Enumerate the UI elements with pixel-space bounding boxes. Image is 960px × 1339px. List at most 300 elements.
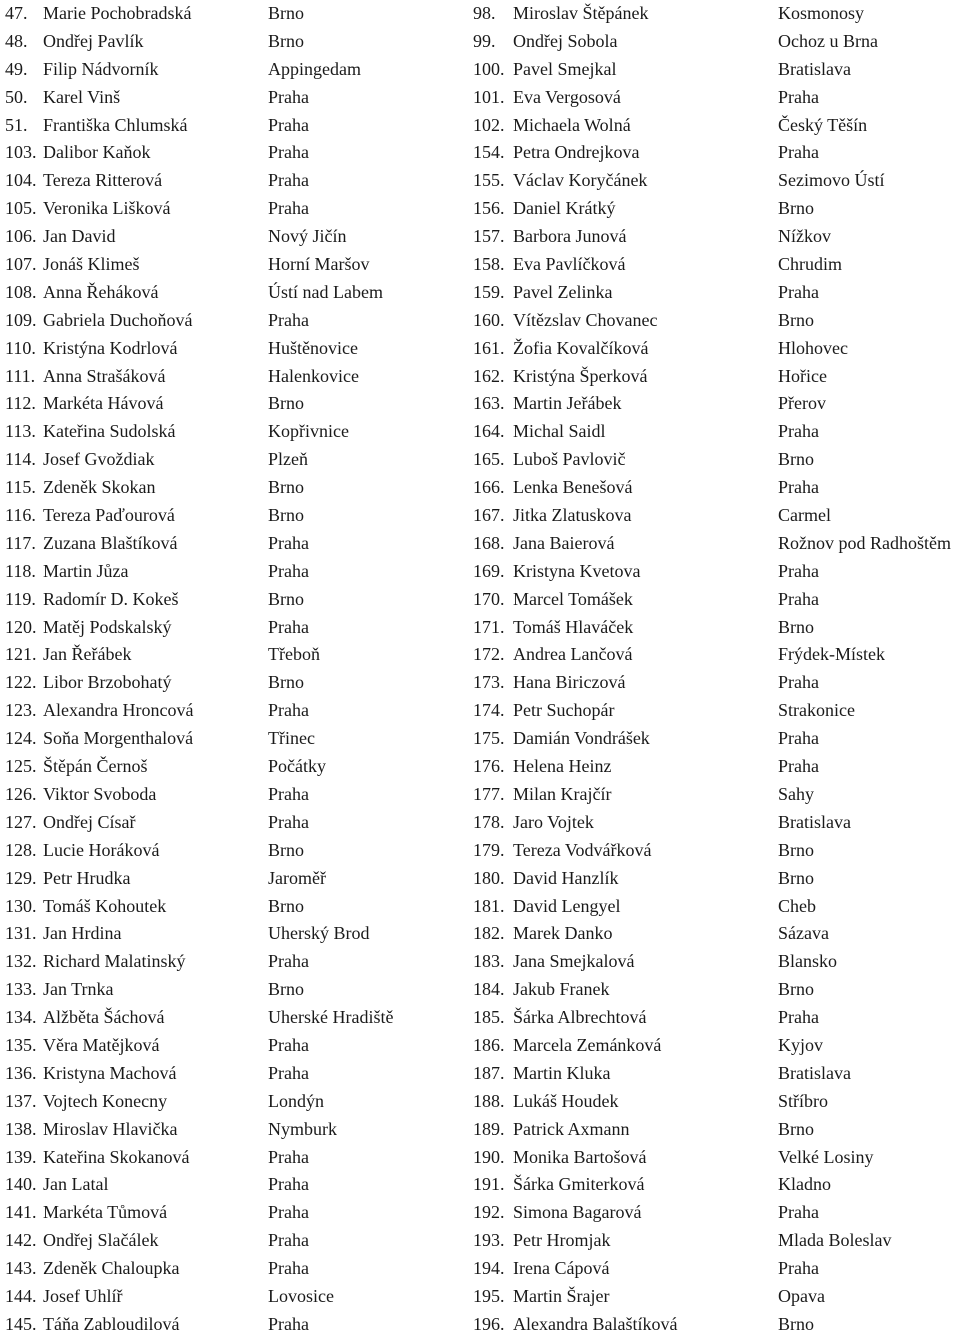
entry-city: Chrudim xyxy=(778,254,843,275)
entry-city: Velké Losiny xyxy=(778,1146,874,1167)
entry-city: Praha xyxy=(268,532,309,553)
list-item xyxy=(470,139,960,167)
entry-name: Milan Krajčír xyxy=(513,783,612,804)
entry-city: Opava xyxy=(778,1285,825,1306)
entry-city: Brno xyxy=(268,979,304,1000)
entry-name: Alžběta Šáchová xyxy=(43,1007,165,1028)
entry-city: Praha xyxy=(268,1313,309,1334)
entry-name: Jan David xyxy=(43,226,116,247)
entry-city: Třinec xyxy=(268,728,315,749)
list-item xyxy=(0,139,470,167)
entry-city: Praha xyxy=(268,1062,309,1083)
list-item xyxy=(470,1088,960,1116)
entry-number: 177. xyxy=(473,783,505,804)
entry-number: 182. xyxy=(473,923,505,944)
list-item xyxy=(470,418,960,446)
entry-number: 161. xyxy=(473,337,505,358)
entry-city: Brno xyxy=(268,672,304,693)
entry-number: 119. xyxy=(5,588,36,609)
list-item xyxy=(470,586,960,614)
entry-name: Petra Ondrejkova xyxy=(513,142,640,163)
entry-name: Karel Vinš xyxy=(43,86,121,107)
list-item xyxy=(0,195,470,223)
entry-number: 190. xyxy=(473,1146,505,1167)
entry-name: Veronika Lišková xyxy=(43,198,171,219)
entry-number: 109. xyxy=(5,309,37,330)
list-item xyxy=(0,558,470,586)
entry-city: Strakonice xyxy=(778,700,855,721)
entry-city: Praha xyxy=(268,198,309,219)
entry-city: Uherské Hradiště xyxy=(268,1007,394,1028)
list-item xyxy=(0,641,470,669)
entry-city: Rožnov pod Radhoštěm xyxy=(778,532,951,553)
list-item xyxy=(0,837,470,865)
list-item xyxy=(470,893,960,921)
entry-city: Ochoz u Brna xyxy=(778,30,878,51)
list-item xyxy=(0,56,470,84)
entry-number: 138. xyxy=(5,1118,37,1139)
entry-number: 156. xyxy=(473,198,505,219)
entry-name: Josef Gvoždiak xyxy=(43,449,155,470)
entry-name: Kristýna Kodrlová xyxy=(43,337,178,358)
entry-city: Brno xyxy=(778,616,814,637)
entry-name: Monika Bartošová xyxy=(513,1146,647,1167)
list-item xyxy=(470,56,960,84)
entry-city: Počátky xyxy=(268,756,326,777)
entry-number: 112. xyxy=(5,393,36,414)
entry-city: Praha xyxy=(778,1202,819,1223)
entry-name: Hana Biriczová xyxy=(513,672,626,693)
entry-number: 113. xyxy=(5,421,36,442)
entry-name: Jan Latal xyxy=(43,1174,109,1195)
entry-name: Františka Chlumská xyxy=(43,114,188,135)
entry-name: Viktor Svoboda xyxy=(43,783,157,804)
entry-city: Třeboň xyxy=(268,644,320,665)
entry-name: Marek Danko xyxy=(513,923,613,944)
entry-city: Hlohovec xyxy=(778,337,848,358)
entry-name: David Lengyel xyxy=(513,895,621,916)
entry-city: Praha xyxy=(778,756,819,777)
list-item xyxy=(0,502,470,530)
entry-name: Anna Řeháková xyxy=(43,281,159,302)
entry-number: 164. xyxy=(473,421,505,442)
entry-name: Zuzana Blaštíková xyxy=(43,532,178,553)
entry-number: 124. xyxy=(5,728,37,749)
entry-city: Blansko xyxy=(778,951,838,972)
entry-city: Kladno xyxy=(778,1174,831,1195)
entry-city: Kopřivnice xyxy=(268,421,349,442)
entry-number: 121. xyxy=(5,644,37,665)
entry-number: 175. xyxy=(473,728,505,749)
list-item xyxy=(470,0,960,28)
entry-number: 107. xyxy=(5,254,37,275)
list-item xyxy=(0,84,470,112)
entry-city: Brno xyxy=(778,449,814,470)
entry-number: 166. xyxy=(473,477,505,498)
list-item xyxy=(470,614,960,642)
list-item xyxy=(470,1255,960,1283)
entry-city: Praha xyxy=(268,170,309,191)
entry-number: 171. xyxy=(473,616,505,637)
entry-city: Ústí nad Labem xyxy=(268,281,383,302)
entry-city: Praha xyxy=(268,1146,309,1167)
entry-name: Irena Cápová xyxy=(513,1258,610,1279)
list-item xyxy=(0,474,470,502)
entry-name: Alexandra Balaštíková xyxy=(513,1313,678,1334)
entry-city: Brno xyxy=(268,477,304,498)
entry-number: 130. xyxy=(5,895,37,916)
list-item xyxy=(470,1144,960,1172)
entry-city: Brno xyxy=(778,1118,814,1139)
entry-name: Daniel Krátký xyxy=(513,198,616,219)
entry-name: Vítězslav Chovanec xyxy=(513,309,658,330)
entry-city: Praha xyxy=(268,951,309,972)
entry-city: Uherský Brod xyxy=(268,923,370,944)
list-item xyxy=(0,697,470,725)
entry-city: Cheb xyxy=(778,895,816,916)
entry-number: 102. xyxy=(473,114,505,135)
entry-city: Praha xyxy=(268,1174,309,1195)
list-item xyxy=(470,725,960,753)
entry-city: Brno xyxy=(268,393,304,414)
entry-city: Sahy xyxy=(778,783,814,804)
list-item xyxy=(470,1227,960,1255)
list-item xyxy=(0,446,470,474)
list-item xyxy=(470,1116,960,1144)
entry-name: Ondřej Slačálek xyxy=(43,1230,159,1251)
entry-number: 137. xyxy=(5,1090,37,1111)
entry-city: Brno xyxy=(778,839,814,860)
entry-name: Šárka Gmiterková xyxy=(513,1174,645,1195)
entry-name: Lucie Horáková xyxy=(43,839,160,860)
entry-number: 145. xyxy=(5,1313,37,1334)
list-item xyxy=(0,1171,470,1199)
entry-name: Martin Jeřábek xyxy=(513,393,622,414)
entry-name: Zdeněk Skokan xyxy=(43,477,156,498)
list-item xyxy=(0,28,470,56)
entry-number: 126. xyxy=(5,783,37,804)
entry-city: Stříbro xyxy=(778,1090,829,1111)
entry-name: Luboš Pavlovič xyxy=(513,449,626,470)
entry-name: Petr Hromjak xyxy=(513,1230,611,1251)
entry-city: Brno xyxy=(268,30,304,51)
entry-number: 165. xyxy=(473,449,505,470)
entry-number: 117. xyxy=(5,532,36,553)
entry-name: Jan Trnka xyxy=(43,979,114,1000)
entry-name: Marcela Zemánková xyxy=(513,1034,662,1055)
entry-name: Martin Kluka xyxy=(513,1062,611,1083)
list-item xyxy=(470,167,960,195)
entry-name: Kateřina Sudolská xyxy=(43,421,176,442)
entry-number: 104. xyxy=(5,170,37,191)
entry-city: Bratislava xyxy=(778,1062,851,1083)
entry-number: 188. xyxy=(473,1090,505,1111)
entry-name: Josef Uhlíř xyxy=(43,1285,123,1306)
entry-number: 98. xyxy=(473,3,496,23)
list-item xyxy=(0,893,470,921)
entry-number: 136. xyxy=(5,1062,37,1083)
entry-city: Praha xyxy=(268,1230,309,1251)
list-item xyxy=(0,1227,470,1255)
entry-city: Nový Jičín xyxy=(268,226,347,247)
list-item xyxy=(470,446,960,474)
entry-city: Bratislava xyxy=(778,58,851,79)
entry-name: Damián Vondrášek xyxy=(513,728,650,749)
entry-number: 180. xyxy=(473,867,505,888)
entry-city: Plzeň xyxy=(268,449,308,470)
entry-number: 100. xyxy=(473,58,505,79)
entry-name: Kristyna Kvetova xyxy=(513,560,641,581)
entry-number: 140. xyxy=(5,1174,37,1195)
list-item xyxy=(0,753,470,781)
list-item xyxy=(470,948,960,976)
list-item xyxy=(470,474,960,502)
list-item xyxy=(0,390,470,418)
entry-number: 142. xyxy=(5,1230,37,1251)
list-item xyxy=(470,251,960,279)
entry-name: Jaro Vojtek xyxy=(513,811,594,832)
list-item xyxy=(0,307,470,335)
entry-city: Praha xyxy=(268,86,309,107)
entry-city: Huštěnovice xyxy=(268,337,358,358)
entry-name: Tomáš Kohoutek xyxy=(43,895,167,916)
entry-number: 185. xyxy=(473,1007,505,1028)
entry-city: Praha xyxy=(268,616,309,637)
entry-city: Český Těšín xyxy=(778,114,868,135)
entry-name: Jan Hrdina xyxy=(43,923,122,944)
entry-city: Londýn xyxy=(268,1090,324,1111)
list-item xyxy=(470,641,960,669)
entry-city: Brno xyxy=(778,867,814,888)
entry-name: Kateřina Skokanová xyxy=(43,1146,190,1167)
entry-name: Radomír D. Kokeš xyxy=(43,588,179,609)
list-item xyxy=(0,363,470,391)
entry-number: 158. xyxy=(473,254,505,275)
entry-name: Dalibor Kaňok xyxy=(43,142,151,163)
entry-name: Tereza Vodvářková xyxy=(513,839,652,860)
entry-name: Jakub Franek xyxy=(513,979,610,1000)
entry-name: Eva Pavlíčková xyxy=(513,254,626,275)
list-item xyxy=(470,1032,960,1060)
list-item xyxy=(0,669,470,697)
entry-number: 114. xyxy=(5,449,36,470)
entry-city: Brno xyxy=(268,3,304,23)
entry-city: Halenkovice xyxy=(268,365,359,386)
entry-city: Nížkov xyxy=(778,226,831,247)
list-item xyxy=(0,809,470,837)
entry-city: Brno xyxy=(778,1313,814,1334)
list-item xyxy=(470,84,960,112)
entry-name: Jitka Zlatuskova xyxy=(513,505,632,526)
list-item xyxy=(0,781,470,809)
entry-number: 116. xyxy=(5,505,36,526)
entry-name: Zdeněk Chaloupka xyxy=(43,1258,180,1279)
entry-name: Jonáš Klimeš xyxy=(43,254,140,275)
entry-name: Matěj Podskalský xyxy=(43,616,172,637)
entry-number: 163. xyxy=(473,393,505,414)
entry-city: Brno xyxy=(268,839,304,860)
entry-name: David Hanzlík xyxy=(513,867,619,888)
list-item xyxy=(470,781,960,809)
list-item xyxy=(0,1255,470,1283)
entry-city: Brno xyxy=(268,505,304,526)
list-item xyxy=(470,669,960,697)
entry-number: 168. xyxy=(473,532,505,553)
list-item xyxy=(0,530,470,558)
list-item xyxy=(0,614,470,642)
entry-number: 51. xyxy=(5,114,28,135)
list-item xyxy=(0,279,470,307)
list-item xyxy=(0,586,470,614)
entry-city: Lovosice xyxy=(268,1285,334,1306)
entry-number: 144. xyxy=(5,1285,37,1306)
entry-name: Jan Řeřábek xyxy=(43,644,132,665)
entry-city: Kyjov xyxy=(778,1034,823,1055)
entry-number: 179. xyxy=(473,839,505,860)
entry-name: Markéta Hávová xyxy=(43,393,164,414)
entry-name: Tereza Paďourová xyxy=(43,505,175,526)
entry-city: Praha xyxy=(778,142,819,163)
entry-number: 189. xyxy=(473,1118,505,1139)
list-item xyxy=(470,697,960,725)
list-item xyxy=(470,335,960,363)
entry-name: Štěpán Černoš xyxy=(43,756,148,777)
list-item xyxy=(470,307,960,335)
entry-city: Praha xyxy=(778,560,819,581)
entry-number: 133. xyxy=(5,979,37,1000)
entry-number: 176. xyxy=(473,756,505,777)
entry-name: Miroslav Štěpánek xyxy=(513,3,649,23)
entry-city: Praha xyxy=(268,1258,309,1279)
entry-name: Tereza Ritterová xyxy=(43,170,163,191)
entry-city: Frýdek-Místek xyxy=(778,644,885,665)
entry-name: Kristyna Machová xyxy=(43,1062,177,1083)
list-item xyxy=(470,1004,960,1032)
list-item xyxy=(0,920,470,948)
entry-number: 194. xyxy=(473,1258,505,1279)
entry-number: 159. xyxy=(473,281,505,302)
entry-name: Gabriela Duchoňová xyxy=(43,309,193,330)
entry-number: 129. xyxy=(5,867,37,888)
entry-city: Praha xyxy=(778,672,819,693)
entry-number: 120. xyxy=(5,616,37,637)
list-item xyxy=(0,418,470,446)
entry-name: Lenka Benešová xyxy=(513,477,633,498)
entry-city: Praha xyxy=(268,700,309,721)
list-item xyxy=(0,948,470,976)
list-item xyxy=(0,112,470,140)
list-item xyxy=(0,251,470,279)
entry-name: Michal Saidl xyxy=(513,421,606,442)
entry-city: Brno xyxy=(778,979,814,1000)
entry-name: Helena Heinz xyxy=(513,756,612,777)
list-item xyxy=(470,195,960,223)
entry-number: 154. xyxy=(473,142,505,163)
entry-name: Patrick Axmann xyxy=(513,1118,630,1139)
entry-name: Simona Bagarová xyxy=(513,1202,642,1223)
entry-name: Šárka Albrechtová xyxy=(513,1007,647,1028)
list-item xyxy=(470,920,960,948)
entry-number: 141. xyxy=(5,1202,37,1223)
list-item xyxy=(470,976,960,1004)
entry-number: 170. xyxy=(473,588,505,609)
entry-number: 181. xyxy=(473,895,505,916)
entry-name: Ondřej Sobola xyxy=(513,30,618,51)
entry-city: Jaroměř xyxy=(268,867,326,888)
entry-city: Praha xyxy=(268,811,309,832)
list-item xyxy=(0,865,470,893)
list-item xyxy=(470,558,960,586)
entry-number: 196. xyxy=(473,1313,505,1334)
entry-number: 172. xyxy=(473,644,505,665)
list-item xyxy=(470,279,960,307)
entry-number: 187. xyxy=(473,1062,505,1083)
entry-name: Tomáš Hlaváček xyxy=(513,616,634,637)
entry-number: 162. xyxy=(473,365,505,386)
entry-name: Markéta Tůmová xyxy=(43,1202,168,1223)
entry-number: 134. xyxy=(5,1007,37,1028)
entry-number: 155. xyxy=(473,170,505,191)
entry-number: 127. xyxy=(5,811,37,832)
list-item xyxy=(0,725,470,753)
entry-city: Praha xyxy=(268,1202,309,1223)
entry-name: Michaela Wolná xyxy=(513,114,631,135)
entry-name: Barbora Junová xyxy=(513,226,627,247)
list-item xyxy=(470,223,960,251)
entry-city: Přerov xyxy=(778,393,826,414)
entry-name: Václav Koryčánek xyxy=(513,170,648,191)
entry-city: Praha xyxy=(778,477,819,498)
entry-number: 115. xyxy=(5,477,36,498)
entry-number: 157. xyxy=(473,226,505,247)
entry-number: 47. xyxy=(5,3,28,23)
entry-number: 106. xyxy=(5,226,37,247)
entry-name: Petr Hrudka xyxy=(43,867,131,888)
entry-name: Pavel Smejkal xyxy=(513,58,617,79)
entry-city: Appingedam xyxy=(268,58,361,79)
entry-name: Libor Brzobohatý xyxy=(43,672,172,693)
entry-number: 174. xyxy=(473,700,505,721)
entry-name: Pavel Zelinka xyxy=(513,281,613,302)
list-item xyxy=(0,0,470,28)
list-item xyxy=(0,1144,470,1172)
entry-number: 184. xyxy=(473,979,505,1000)
entry-name: Ondřej Pavlík xyxy=(43,30,144,51)
entry-city: Praha xyxy=(268,142,309,163)
entry-name: Richard Malatinský xyxy=(43,951,186,972)
list-item xyxy=(0,1311,470,1339)
entry-number: 128. xyxy=(5,839,37,860)
entry-number: 173. xyxy=(473,672,505,693)
entry-number: 101. xyxy=(473,86,505,107)
entry-number: 183. xyxy=(473,951,505,972)
entry-name: Kristýna Šperková xyxy=(513,365,648,386)
entry-city: Brno xyxy=(268,895,304,916)
entry-city: Praha xyxy=(268,783,309,804)
entry-number: 143. xyxy=(5,1258,37,1279)
entry-city: Praha xyxy=(778,728,819,749)
entry-name: Soňa Morgenthalová xyxy=(43,728,194,749)
entry-city: Praha xyxy=(268,560,309,581)
entry-city: Kosmonosy xyxy=(778,3,865,23)
list-item xyxy=(470,865,960,893)
entry-city: Brno xyxy=(778,198,814,219)
list-item xyxy=(0,1032,470,1060)
entry-number: 135. xyxy=(5,1034,37,1055)
list-item xyxy=(470,1283,960,1311)
entry-name: Filip Nádvorník xyxy=(43,58,159,79)
list-item xyxy=(470,363,960,391)
